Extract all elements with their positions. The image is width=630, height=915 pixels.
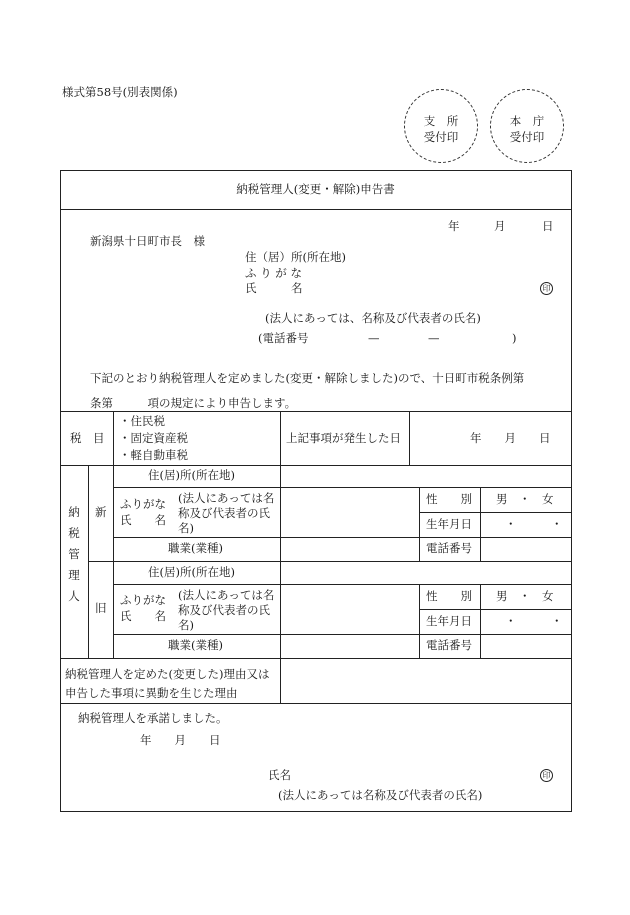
rule: [60, 465, 571, 466]
manager-label-char: 納: [68, 505, 80, 519]
phone-close-paren: ): [512, 331, 517, 345]
new-birth-label: 生年月日: [426, 517, 472, 531]
old-birth-value: ・ ・: [505, 614, 563, 628]
rule: [113, 584, 571, 585]
tax-item-vehicle: ・軽自動車税: [119, 448, 188, 462]
applicant-seal-icon: 印: [540, 282, 553, 295]
old-address-label: 住(居)所(所在地): [148, 565, 235, 579]
rule: [280, 411, 281, 465]
rule: [60, 411, 571, 412]
main-stamp-line1: 本 庁: [509, 114, 545, 128]
new-occupation-label: 職業(業種): [168, 541, 223, 555]
old-phone-label: 電話番号: [426, 638, 472, 652]
form-title: 納税管理人(変更・解除)申告書: [236, 182, 395, 196]
rule: [113, 487, 571, 488]
branch-stamp-line1: 支 所: [423, 114, 459, 128]
rule: [113, 634, 571, 635]
old-name-label: 氏 名: [120, 609, 166, 623]
occurred-date-label: 上記事項が発生した日: [286, 431, 401, 445]
manager-label-char: 理: [68, 568, 80, 582]
date-month: 月: [494, 219, 506, 233]
acceptance-date: 年 月 日: [140, 733, 221, 747]
acceptance-corporate-note: (法人にあっては名称及び代表者の氏名): [278, 788, 483, 802]
old-furigana-label: ふりがな: [120, 593, 166, 607]
rule: [60, 209, 571, 210]
applicant-address-label: 住（居）所(所在地): [245, 250, 346, 264]
tax-item-label: 税 目: [70, 431, 105, 445]
rule: [409, 411, 410, 465]
rule: [113, 411, 114, 465]
branch-stamp-line2: 受付印: [423, 130, 459, 144]
new-label: 新: [95, 505, 107, 519]
applicant-name-label: 氏 名: [245, 281, 303, 295]
new-address-label: 住(居)所(所在地): [148, 468, 235, 482]
rule: [419, 584, 420, 658]
rule: [88, 561, 571, 562]
phone-dash-1: —: [368, 331, 380, 345]
acceptance-seal-icon: 印: [540, 769, 553, 782]
main-office-receipt-stamp: [490, 89, 564, 163]
old-name-note: (法人にあっては名称及び代表者の氏名): [178, 588, 275, 632]
phone-dash-2: —: [428, 331, 440, 345]
new-birth-value: ・ ・: [505, 517, 563, 531]
date-day: 日: [542, 219, 554, 233]
form-number: 様式第58号(別表関係): [62, 85, 178, 99]
branch-receipt-stamp: [404, 89, 478, 163]
manager-label-vertical: [66, 507, 82, 612]
applicant-phone-label: (電話番号: [258, 331, 309, 345]
new-gender-value: 男 ・ 女: [496, 492, 554, 506]
reason-label: 納税管理人を定めた(変更した)理由又は申告した事項に異動を生じた理由: [65, 667, 270, 700]
manager-label-char: 管: [68, 547, 80, 561]
rule: [280, 465, 281, 658]
new-furigana-label: ふりがな: [120, 497, 166, 511]
tax-item-resident: ・住民税: [119, 414, 165, 428]
acceptance-statement: 納税管理人を承諾しました。: [78, 711, 228, 725]
applicant-furigana-label: ふ り が な: [245, 266, 302, 280]
new-name-note: (法人にあっては名称及び代表者の氏名): [178, 491, 275, 535]
rule: [480, 584, 481, 658]
rule: [113, 537, 571, 538]
statement-line-1: 下記のとおり納税管理人を定めました(変更・解除しました)ので、十日町市税条例第: [90, 371, 525, 385]
new-phone-label: 電話番号: [426, 541, 472, 555]
applicant-corporate-note: (法人にあっては、名称及び代表者の氏名): [265, 311, 481, 325]
rule: [60, 658, 571, 659]
rule: [113, 465, 114, 658]
new-name-label: 氏 名: [120, 513, 166, 527]
new-gender-label: 性 別: [426, 492, 472, 506]
old-gender-value: 男 ・ 女: [496, 589, 554, 603]
rule: [480, 487, 481, 561]
manager-label-char: 税: [68, 526, 80, 540]
rule: [280, 658, 281, 703]
acceptance-name-label: 氏名: [268, 768, 291, 782]
rule: [419, 609, 571, 610]
tax-item-property: ・固定資産税: [119, 431, 188, 445]
old-label: 旧: [95, 601, 107, 615]
rule: [60, 703, 571, 704]
addressee: 新潟県十日町市長 様: [90, 234, 205, 248]
rule: [88, 465, 89, 658]
old-gender-label: 性 別: [426, 589, 472, 603]
occurred-date-value: 年 月 日: [470, 431, 551, 445]
old-occupation-label: 職業(業種): [168, 638, 223, 652]
manager-label-char: 人: [68, 589, 80, 603]
statement-line-2: 条第 項の規定により申告します。: [90, 396, 297, 410]
old-birth-label: 生年月日: [426, 614, 472, 628]
date-year: 年: [448, 219, 460, 233]
rule: [419, 512, 571, 513]
main-stamp-line2: 受付印: [509, 130, 545, 144]
rule: [419, 487, 420, 561]
